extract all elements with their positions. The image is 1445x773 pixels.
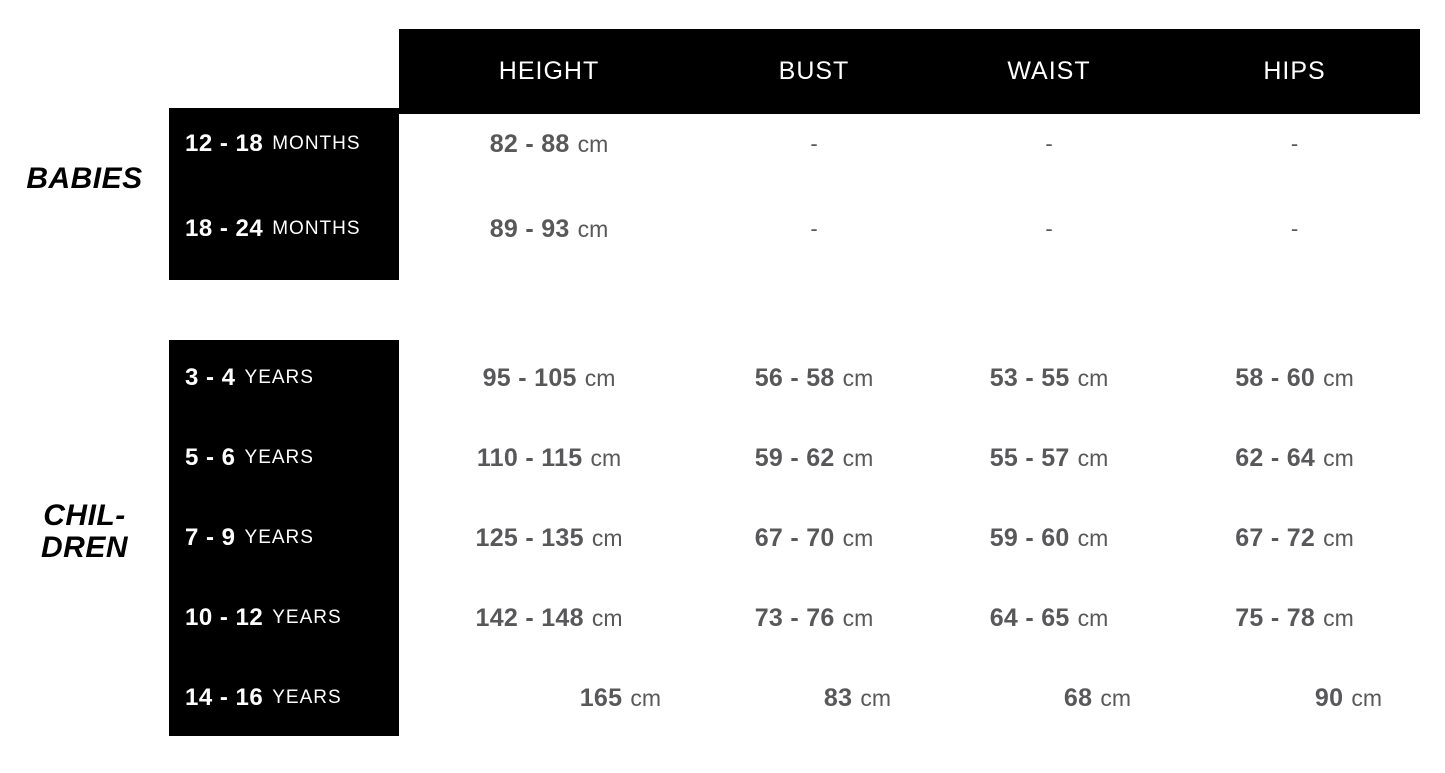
value-cell-waist bbox=[929, 342, 1169, 414]
table-row bbox=[169, 203, 1420, 255]
value-number: - bbox=[1290, 131, 1299, 156]
value-cell-height bbox=[399, 502, 699, 574]
value-unit: cm bbox=[842, 364, 874, 391]
value-cell-hips bbox=[1169, 502, 1420, 574]
size-range: 12 - 18 bbox=[185, 130, 264, 157]
value-cell-height bbox=[399, 582, 699, 654]
value-unit: cm bbox=[1077, 524, 1109, 551]
value-unit: cm bbox=[842, 524, 874, 551]
table-row bbox=[169, 118, 1420, 170]
value-unit: cm bbox=[1323, 524, 1354, 551]
value-cell-height bbox=[399, 662, 699, 734]
size-range: 3 - 4 bbox=[185, 364, 236, 391]
value-number: 89 - 93 bbox=[489, 214, 570, 243]
size-unit: YEARS bbox=[272, 687, 342, 708]
value-unit: cm bbox=[842, 444, 874, 471]
value-number: - bbox=[1045, 131, 1053, 156]
value-unit: cm bbox=[1077, 444, 1109, 471]
value-unit: cm bbox=[860, 684, 891, 711]
size-range: 5 - 6 bbox=[185, 444, 236, 471]
size-cell bbox=[169, 662, 399, 734]
size-cell bbox=[169, 502, 399, 574]
value-cell-hips bbox=[1169, 582, 1420, 654]
value-cell-bust bbox=[699, 118, 929, 170]
value-unit: cm bbox=[1077, 604, 1109, 631]
value-number: 142 - 148 bbox=[475, 603, 584, 632]
table-row bbox=[169, 502, 1420, 574]
size-cell bbox=[169, 582, 399, 654]
value-cell-waist bbox=[929, 582, 1169, 654]
size-unit: YEARS bbox=[244, 527, 314, 548]
value-cell-hips bbox=[1169, 662, 1420, 734]
value-number: 67 - 72 bbox=[1235, 523, 1316, 552]
value-cell-bust bbox=[699, 502, 929, 574]
value-cell-bust bbox=[699, 203, 929, 255]
value-cell-hips bbox=[1169, 422, 1420, 494]
value-number: 83 bbox=[823, 683, 853, 712]
value-number: 56 - 58 bbox=[754, 363, 835, 392]
size-cell bbox=[169, 342, 399, 414]
value-number: 64 - 65 bbox=[989, 603, 1070, 632]
value-cell-hips bbox=[1169, 118, 1420, 170]
value-cell-waist bbox=[929, 118, 1169, 170]
group-label-children bbox=[0, 500, 169, 565]
value-unit: cm bbox=[1323, 444, 1354, 471]
value-number: 82 - 88 bbox=[489, 129, 570, 158]
value-unit: cm bbox=[577, 215, 609, 242]
size-unit: MONTHS bbox=[272, 218, 361, 239]
table-row bbox=[169, 342, 1420, 414]
value-number: 53 - 55 bbox=[989, 363, 1070, 392]
size-cell bbox=[169, 118, 399, 170]
value-cell-height bbox=[399, 118, 699, 170]
size-range: 14 - 16 bbox=[185, 684, 264, 711]
value-number: 55 - 57 bbox=[989, 443, 1070, 472]
column-header-waist: WAIST bbox=[1007, 57, 1091, 85]
table-row bbox=[169, 582, 1420, 654]
value-number: 67 - 70 bbox=[754, 523, 835, 552]
group-label-babies: BABIES bbox=[26, 162, 143, 195]
value-unit: cm bbox=[1323, 364, 1354, 391]
value-number: 90 bbox=[1314, 683, 1344, 712]
value-unit: cm bbox=[1077, 364, 1109, 391]
size-unit: MONTHS bbox=[272, 133, 361, 154]
value-number: - bbox=[1290, 216, 1299, 241]
size-unit: YEARS bbox=[244, 367, 314, 388]
table-row bbox=[169, 662, 1420, 734]
column-header-height: HEIGHT bbox=[498, 57, 600, 85]
size-cell bbox=[169, 422, 399, 494]
size-unit: YEARS bbox=[244, 447, 314, 468]
group-label-children-line2: DREN bbox=[40, 531, 128, 565]
value-number: 125 - 135 bbox=[475, 523, 584, 552]
size-range: 10 - 12 bbox=[185, 604, 264, 631]
column-header-bust: BUST bbox=[778, 57, 850, 85]
column-header-hips: HIPS bbox=[1263, 57, 1326, 85]
value-cell-height bbox=[399, 203, 699, 255]
value-cell-bust bbox=[699, 422, 929, 494]
table-row bbox=[169, 422, 1420, 494]
value-number: 165 bbox=[579, 683, 623, 712]
value-number: 95 - 105 bbox=[482, 363, 577, 392]
value-unit: cm bbox=[591, 524, 623, 551]
group-label-children-line1: CHIL- bbox=[43, 499, 126, 532]
table-header-row bbox=[399, 29, 1420, 114]
value-cell-waist bbox=[929, 203, 1169, 255]
value-number: 58 - 60 bbox=[1235, 363, 1316, 392]
value-cell-bust bbox=[699, 662, 929, 734]
size-unit: YEARS bbox=[272, 607, 342, 628]
value-unit: cm bbox=[1323, 604, 1354, 631]
value-cell-waist bbox=[929, 502, 1169, 574]
value-cell-hips bbox=[1169, 342, 1420, 414]
value-number: 59 - 60 bbox=[989, 523, 1070, 552]
value-cell-waist bbox=[929, 662, 1169, 734]
size-range: 18 - 24 bbox=[185, 215, 264, 242]
value-unit: cm bbox=[842, 604, 874, 631]
size-range: 7 - 9 bbox=[185, 524, 236, 551]
value-unit: cm bbox=[1100, 684, 1131, 711]
value-number: 73 - 76 bbox=[754, 603, 835, 632]
value-cell-height bbox=[399, 422, 699, 494]
value-number: 62 - 64 bbox=[1235, 443, 1316, 472]
value-cell-height bbox=[399, 342, 699, 414]
value-unit: cm bbox=[584, 364, 616, 391]
value-unit: cm bbox=[630, 684, 661, 711]
value-unit: cm bbox=[591, 604, 623, 631]
value-number: - bbox=[810, 216, 818, 241]
value-unit: cm bbox=[1351, 684, 1382, 711]
value-unit: cm bbox=[577, 130, 609, 157]
value-number: - bbox=[1045, 216, 1053, 241]
value-number: 110 - 115 bbox=[476, 443, 583, 472]
value-number: 59 - 62 bbox=[754, 443, 835, 472]
value-cell-hips bbox=[1169, 203, 1420, 255]
value-number: - bbox=[810, 131, 818, 156]
size-cell bbox=[169, 203, 399, 255]
value-unit: cm bbox=[590, 444, 622, 471]
value-number: 68 bbox=[1063, 683, 1093, 712]
value-cell-bust bbox=[699, 582, 929, 654]
value-cell-bust bbox=[699, 342, 929, 414]
value-cell-waist bbox=[929, 422, 1169, 494]
value-number: 75 - 78 bbox=[1235, 603, 1316, 632]
